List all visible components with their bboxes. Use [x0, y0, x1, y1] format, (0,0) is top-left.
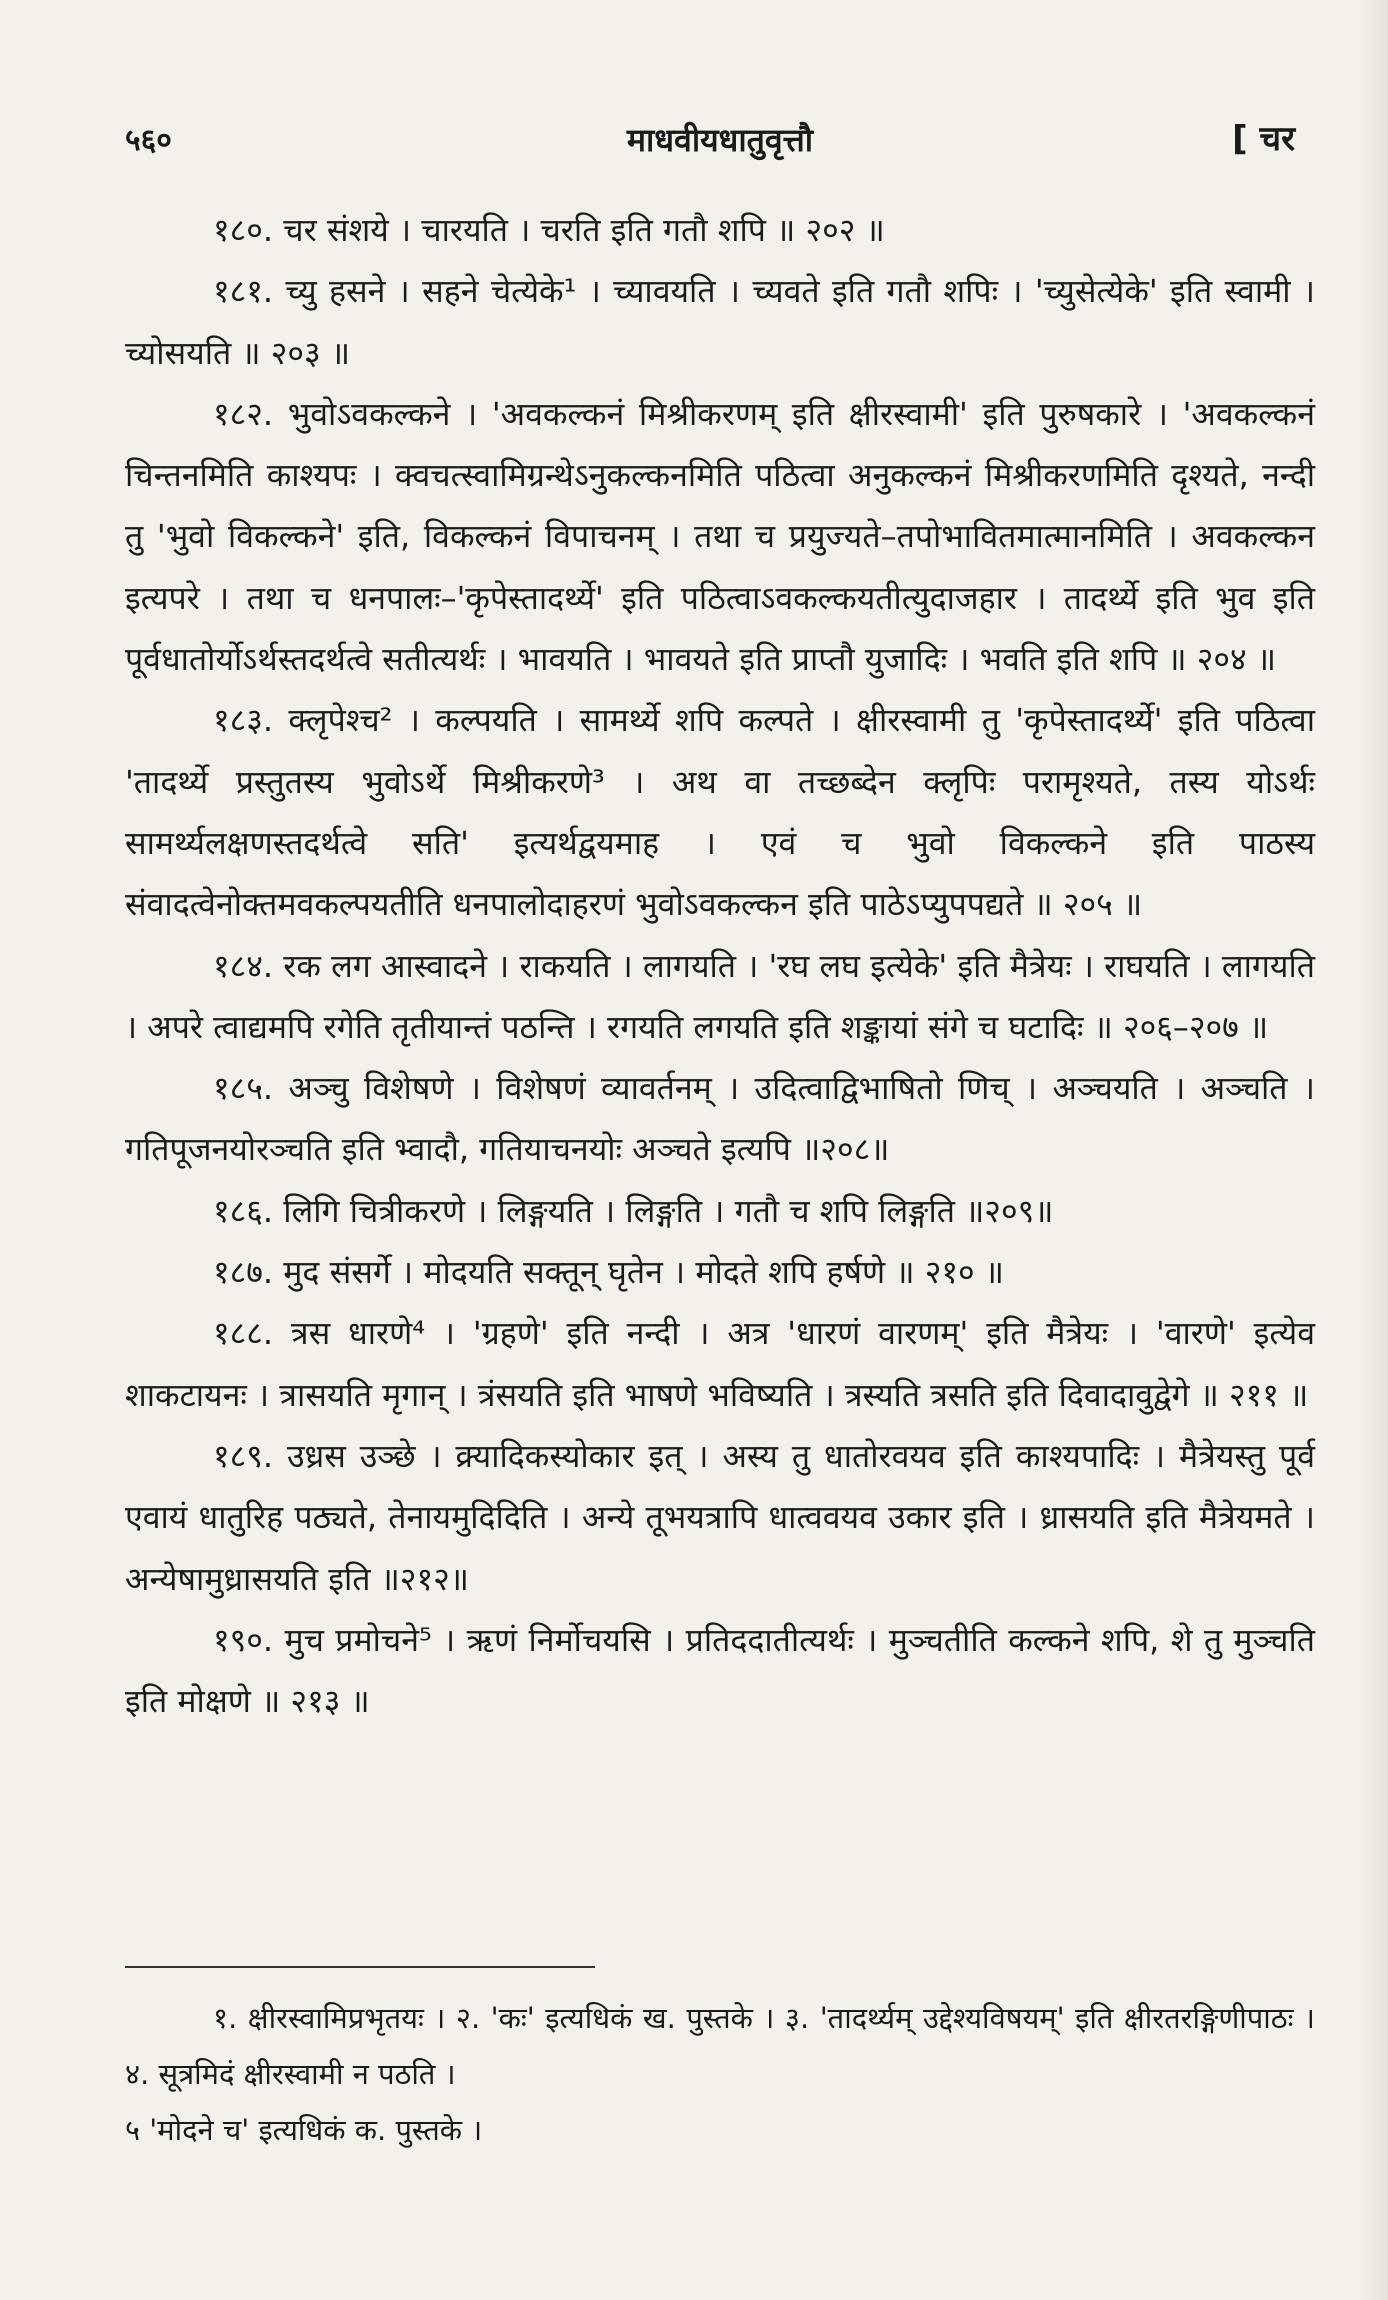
footnote-5: ५ 'मोदने च' इत्यधिकं क. पुस्तके ।: [125, 2113, 483, 2147]
footnote-divider: [125, 1966, 595, 1968]
entry-189: १८९. उध्रस उञ्छे । क्र्यादिकस्योकार इत् । अस्य तु धातोरवयव इति काश्यपादिः । मैत्रेयस्तु पूर्व एवायं धातुरिह पठ्यते, तेनायमुदिदिति । अन्ये तूभयत्रापि धात्ववयव उकार इति । ध्रासयति इति मैत्रेयमते । अन्येषामुध्रासयति इति ॥२१२॥: [125, 1436, 1315, 1598]
page-header: [125, 118, 1315, 168]
entry-185: १८५. अञ्चु विशेषणे । विशेषणं व्यावर्तनम् । उदित्वाद्विभाषितो णिच् । अञ्चयति । अञ्चति । गतिपूजनयोरञ्चति इति भ्वादौ, गतियाचनयोः अञ्चते इत्यपि ॥२०८॥: [125, 1069, 1315, 1169]
running-head-keyword: [ चर: [1232, 119, 1295, 159]
page-edge-shadow: [1358, 0, 1388, 2300]
entry-180: १८०. चर संशये । चारयति । चरति इति गतौ शपि ॥ २०२ ॥: [213, 211, 885, 249]
footnote-1-4: १. क्षीरस्वामिप्रभृतयः । २. 'कः' इत्यधिकं ख. पुस्तके । ३. 'तादर्थ्यम् उद्देश्यविषयम्' इति क्षीरतरङ्गिणीपाठः । ४. सूत्रमिदं क्षीरस्वामी न पठति ।: [125, 2001, 1315, 2091]
main-text: [125, 200, 1315, 1732]
entry-188: १८८. त्रस धारणे⁴ । 'ग्रहणे' इति नन्दी । अत्र 'धारणं वारणम्' इति मैत्रेयः । 'वारणे' इत्येव शाकटायनः । त्रासयति मृगान् । त्रंसयति इति भाषणे भविष्यति । त्रस्यति त्रसति इति दिवादावुद्वेगे ॥ २११ ॥: [125, 1314, 1315, 1414]
entry-186: १८६. लिगि चित्रीकरणे । लिङ्गयति । लिङ्गति । गतौ च शपि लिङ्गति ॥२०९॥: [213, 1191, 1054, 1230]
entry-184: १८४. रक लग आस्वादने । राकयति । लागयति । 'रघ लघ इत्येके' इति मैत्रेयः । राघयति । लागयति । अपरे त्वाद्यमपि रगेति तृतीयान्तं पठन्ति । रगयति लगयति इति शङ्कायां संगे च घटादिः ॥ २०६–२०७ ॥: [125, 946, 1316, 1046]
page-number: ५६०: [125, 123, 172, 158]
entry-182: १८२. भुवोऽवकल्कने । 'अवकल्कनं मिश्रीकरणम् इति क्षीरस्वामी' इति पुरुषकारे । 'अवकल्कनं चिन्तनमिति काश्यपः । क्वचत्स्वामिग्रन्थेऽनुकल्कनमिति पठित्वा अनुकल्कनं मिश्रीकरणमिति दृश्यते, नन्दी तु 'भुवो विकल्कने' इति, विकल्कनं विपाचनम् । तथा च प्रयुज्यते–तपोभावितमात्मानमिति । अवकल्कन इत्यपरे । तथा च धनपालः–'कृपेस्तादर्थ्ये' इति पठित्वाऽवकल्कयतीत्युदाजहार । तादर्थ्ये इति भुव इति पूर्वधातोर्योऽर्थस्तदर्थत्वे सतीत्यर्थः । भावयति । भावयते इति प्राप्तौ युजादिः । भवति इति शपि ॥ २०४ ॥: [125, 394, 1315, 679]
entry-181: १८१. च्यु हसने । सहने चेत्येके¹ । च्यावयति । च्यवते इति गतौ शपिः । 'च्युसेत्येके' इति स्वामी । च्योसयति ॥ २०३ ॥: [125, 272, 1315, 372]
entry-190: १९०. मुच प्रमोचने⁵ । ऋणं निर्मोचयसि । प्रतिददातीत्यर्थः । मुञ्चतीति कल्कने शपि, शे तु मुञ्चति इति मोक्षणे ॥ २१३ ॥: [125, 1620, 1315, 1721]
entry-183: १८३. क्लृपेश्च² । कल्पयति । सामर्थ्ये शपि कल्पते । क्षीरस्वामी तु 'कृपेस्तादर्थ्ये' इति पठित्वा 'तादर्थ्ये प्रस्तुतस्य भुवोऽर्थे मिश्रीकरणे³ । अथ वा तच्छब्देन क्लृपिः परामृश्यते, तस्य योऽर्थः सामर्थ्यलक्षणस्तदर्थत्वे सति' इत्यर्थद्वयमाह । एवं च भुवो विकल्कने इति पाठस्य संवादत्वेनोक्तमवकल्पयतीति धनपालोदाहरणं भुवोऽवकल्कन इति पाठेऽप्युपपद्यते ॥ २०५ ॥: [125, 701, 1315, 924]
running-title: माधवीयधातुवृत्तौ: [626, 121, 814, 159]
footnotes: [125, 1990, 1315, 2158]
entry-187: १८७. मुद संसर्गे । मोदयति सक्तून् घृतेन । मोदते शपि हर्षणे ॥ २१० ॥: [213, 1253, 1004, 1292]
